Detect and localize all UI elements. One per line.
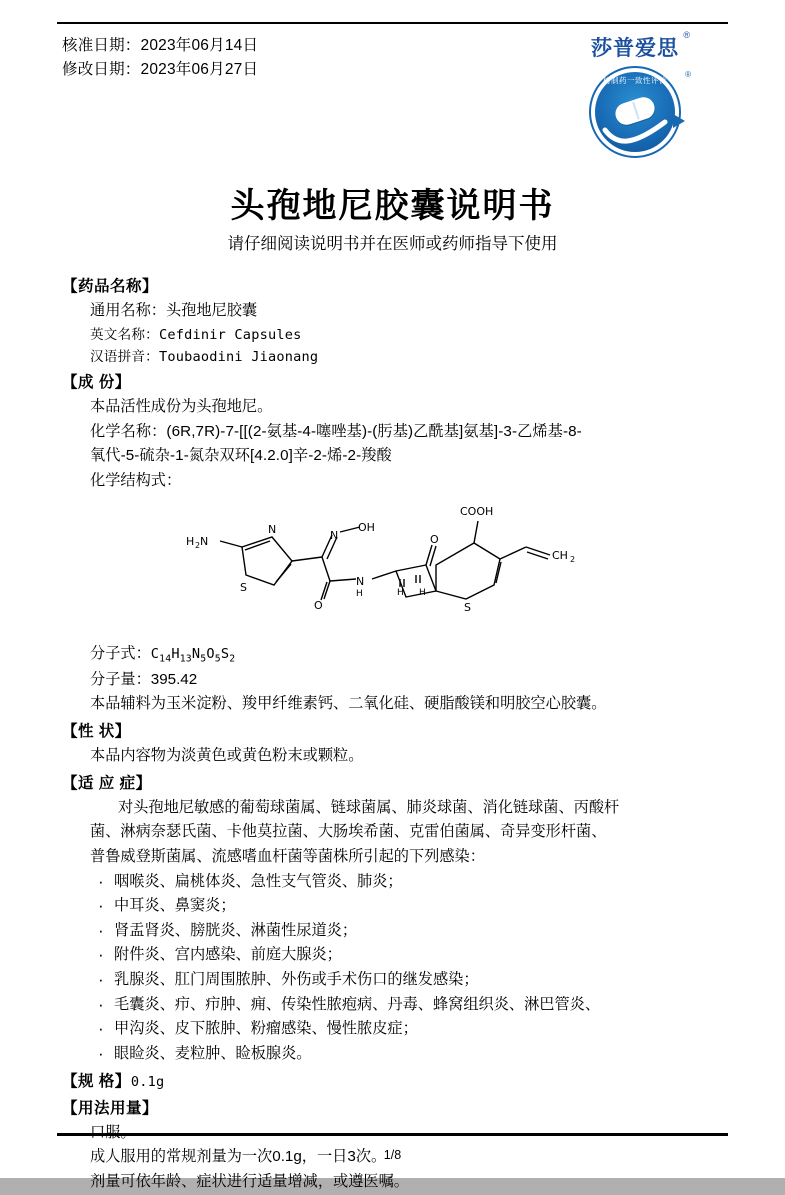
section-heading-drug-name: 【药品名称】	[62, 278, 159, 295]
consistency-evaluation-seal-icon	[589, 66, 691, 158]
svg-text:CH: CH	[551, 549, 568, 563]
list-item: · 咽喉炎、扁桃体炎、急性支气管炎、肺炎；	[96, 870, 725, 895]
list-item-continuation: · 甲沟炎、皮下脓肿、粉瘤感染、慢性脓皮症；	[96, 1017, 725, 1042]
svg-text:N: N	[355, 575, 364, 589]
page-title: 头孢地尼胶囊说明书	[230, 187, 555, 225]
svg-text:N: N	[199, 535, 208, 549]
bottom-rule	[57, 1133, 728, 1136]
page-number: 1/8	[383, 1148, 402, 1162]
section-heading-appearance: 【性 状】	[62, 722, 131, 740]
molecular-formula-line	[62, 642, 725, 668]
svg-text:COOH: COOH	[459, 505, 493, 519]
svg-text:2: 2	[569, 555, 575, 565]
svg-text:OH: OH	[357, 521, 375, 535]
seal-registered-mark-icon: ®	[685, 70, 691, 79]
excipients-line: 本品辅料为玉米淀粉、羧甲纤维素钙、二氧化硅、硬脂酸镁和明胶空心胶囊。	[90, 695, 607, 713]
dosage-line-3: 剂量可依年龄、症状进行适量增减，或遵医嘱。	[90, 1173, 409, 1191]
indications-intro-line-2: 菌、淋病奈瑟氏菌、卡他莫拉菌、大肠埃希菌、克雷伯菌属、奇异变形杆菌、	[90, 823, 607, 841]
svg-text:S: S	[239, 581, 247, 595]
arrow-icon	[673, 114, 685, 128]
list-item: · 附件炎、宫内感染、前庭大腺炎；	[96, 943, 725, 968]
english-name-line: 英文名称：Cefdinir Capsules	[90, 326, 302, 343]
molecular-formula-value: $C_{14}H_{13}N_5O_5S_2$	[150, 646, 236, 665]
svg-text:H: H	[355, 589, 363, 600]
list-item: · 乳腺炎、肛门周围脓肿、外伤或手术伤口的继发感染；	[96, 968, 725, 993]
brand-name-text	[591, 30, 691, 62]
chemical-structure-diagram	[62, 499, 725, 638]
chemical-name-line-2: 氧代-5-硫杂-1-氮杂双环[4.2.0]辛-2-烯-2-羧酸	[90, 447, 392, 465]
section-heading-indications: 【适 应 症】	[62, 774, 152, 792]
svg-text:H: H	[418, 588, 426, 599]
indications-intro-line-1: 对头孢地尼敏感的葡萄球菌属、链球菌属、肺炎球菌、消化链球菌、丙酸杆	[118, 798, 620, 816]
seal-top-label: 仿制药一致性评价	[603, 76, 667, 85]
svg-text:N: N	[267, 523, 276, 537]
list-item: · 眼睑炎、麦粒肿、睑板腺炎。	[96, 1042, 725, 1067]
appearance-text: 本品内容物为淡黄色或黄色粉末或颗粒。	[90, 746, 364, 764]
svg-text:N: N	[329, 529, 338, 543]
cefdinir-structure-svg	[164, 499, 624, 629]
svg-text:S: S	[463, 601, 471, 615]
brand-name-label: 莎普爱思	[591, 37, 679, 60]
brand-logo	[545, 32, 725, 158]
list-item: · 中耳炎、鼻窦炎；	[96, 894, 725, 919]
structure-label: 化学结构式：	[90, 471, 182, 489]
section-heading-ingredients: 【成 份】	[62, 373, 131, 391]
svg-text:H: H	[396, 588, 404, 599]
document-body	[62, 272, 725, 1195]
molecular-formula-label: 分子式：	[90, 645, 151, 662]
list-item: · 毛囊炎、疖、疖肿、痈、传染性脓疱病、丹毒、蜂窝组织炎、淋巴管炎、	[96, 993, 725, 1018]
document-dates	[62, 34, 258, 82]
registered-mark-icon: ®	[683, 30, 691, 40]
dosage-line-2: 成人服用的常规剂量为一次0.1g，一日3次。	[90, 1148, 387, 1166]
svg-text:O: O	[429, 533, 439, 547]
section-heading-dosage: 【用法用量】	[62, 1099, 159, 1117]
indications-list	[62, 870, 725, 1067]
chemical-name-line-1: 化学名称：(6R,7R)-7-[[(2-氨基-4-噻唑基)-(肟基)乙酰基]氨基]-3-乙烯基-8-	[90, 422, 582, 440]
top-rule	[57, 22, 728, 24]
page-subtitle: 请仔细阅读说明书并在医师或药师指导下使用	[227, 235, 558, 253]
section-heading-specification	[62, 1069, 725, 1094]
check-mark-icon	[603, 120, 667, 146]
svg-text:H: H	[185, 535, 194, 549]
specification-heading-label: 【规 格】	[62, 1072, 131, 1090]
specification-value: 0.1g	[130, 1073, 165, 1090]
active-ingredient-line: 本品活性成份为头孢地尼。	[90, 397, 273, 415]
indications-intro-line-3: 普鲁威登斯菌属、流感嗜血杆菌等菌株所引起的下列感染：	[90, 847, 485, 865]
molecular-weight-line: 分子量：395.42	[90, 670, 198, 688]
svg-text:O: O	[313, 599, 323, 613]
approval-date: 核准日期：2023年06月14日	[62, 37, 259, 54]
svg-text:2: 2	[194, 541, 200, 551]
generic-name-line: 通用名称：头孢地尼胶囊	[90, 302, 258, 320]
revision-date: 修改日期：2023年06月27日	[62, 61, 259, 79]
list-item: · 肾盂肾炎、膀胱炎、淋菌性尿道炎；	[96, 919, 725, 944]
pinyin-line: 汉语拼音：Toubaodini Jiaonang	[90, 348, 319, 365]
